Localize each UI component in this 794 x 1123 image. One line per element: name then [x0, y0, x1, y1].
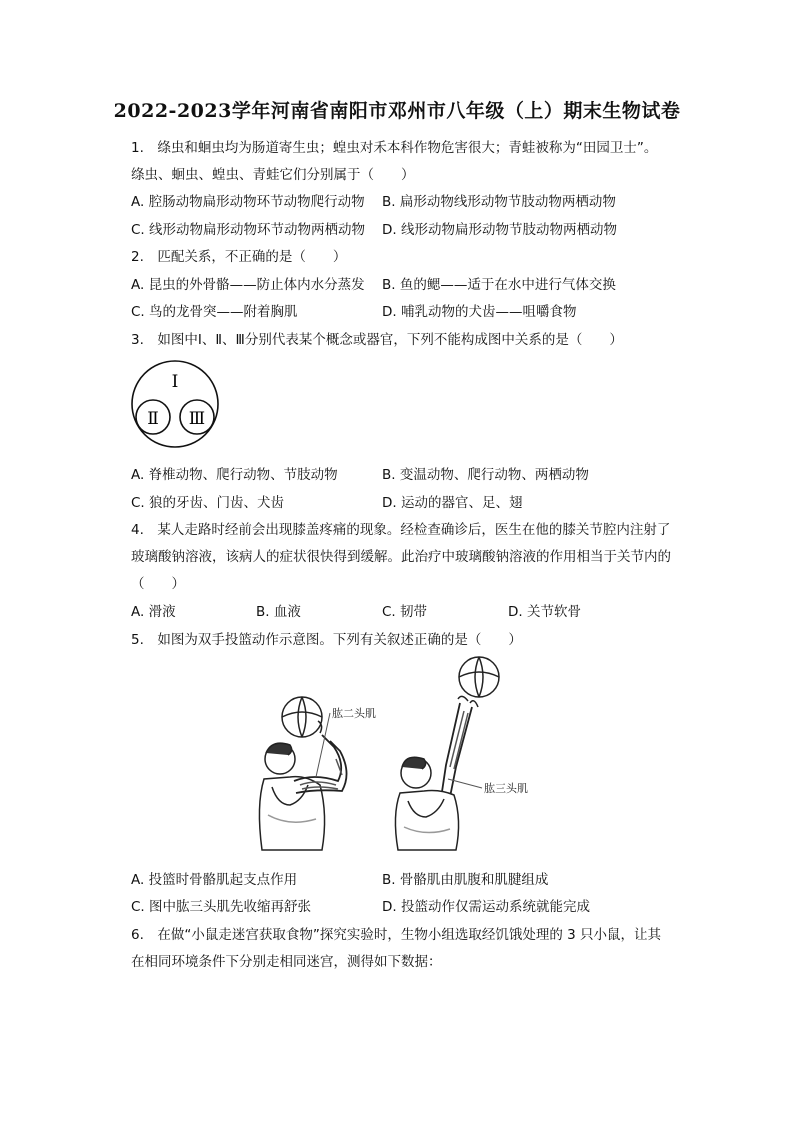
q3-option-d: D. 运动的器官、足、翅 — [382, 495, 523, 511]
q3-option-c: C. 狼的牙齿、门齿、犬齿 — [131, 495, 285, 511]
q3-option-a: A. 脊椎动物、爬行动物、节肢动物 — [131, 467, 338, 483]
right-player-illustration — [395, 657, 499, 850]
q4-option-b: B. 血液 — [256, 604, 301, 620]
q1-option-d: D. 线形动物扁形动物节肢动物两栖动物 — [382, 222, 617, 238]
q3-option-b: B. 变温动物、爬行动物、两栖动物 — [382, 467, 589, 483]
page-title: 2022-2023学年河南省南阳市邓州市八年级（上）期末生物试卷 — [113, 100, 681, 122]
q5-option-b: B. 骨骼肌由肌腹和肌腱组成 — [382, 872, 549, 888]
q2-option-b: B. 鱼的鳃——适于在水中进行气体交换 — [382, 277, 616, 293]
q4-stem-line1: 4. 某人走路时经前会出现膝盖疼痛的现象。经检查确诊后，医生在他的膝关节腔内注射了 — [131, 522, 671, 538]
q4-option-a: A. 滑液 — [131, 604, 176, 620]
q4-stem-line2: 玻璃酸钠溶液，该病人的症状很快得到缓解。此治疗中玻璃酸钠溶液的作用相当于关节内的 — [131, 549, 671, 565]
q5-option-d: D. 投篮动作仅需运动系统就能完成 — [382, 899, 590, 915]
q5-option-a: A. 投篮时骨骼肌起支点作用 — [131, 872, 298, 888]
venn-label-2: Ⅱ — [147, 409, 159, 429]
q6-stem-line1: 6. 在做“小鼠走迷宫获取食物”探究实验时，生物小组选取经饥饿处理的 3 只小鼠，让其 — [131, 927, 662, 943]
q6-stem-line2: 在相同环境条件下分别走相同迷宫，测得如下数据： — [131, 954, 442, 970]
q4-option-c: C. 韧带 — [382, 604, 428, 620]
q2-option-a: A. 昆虫的外骨骼——防止体内水分蒸发 — [131, 277, 365, 293]
venn-label-1: Ⅰ — [171, 372, 179, 392]
q1-option-b: B. 扁形动物线形动物节肢动物两栖动物 — [382, 194, 616, 210]
q1-stem-line2: 绦虫、蛔虫、蝗虫、青蛙它们分别属于（ ） — [131, 167, 415, 183]
q2-stem: 2. 匹配关系，不正确的是（ ） — [131, 249, 347, 265]
q1-option-a: A. 腔肠动物扁形动物环节动物爬行动物 — [131, 194, 365, 210]
q5-stem: 5. 如图为双手投篮动作示意图。下列有关叙述正确的是（ ） — [131, 632, 522, 648]
basketball-shot-figure — [250, 655, 560, 870]
q1-option-c: C. 线形动物扁形动物环节动物两栖动物 — [131, 222, 366, 238]
triceps-label: 肱三头肌 — [484, 782, 528, 795]
venn-label-3: Ⅲ — [188, 409, 206, 429]
q4-stem-line3: （ ） — [131, 576, 185, 592]
q4-option-d: D. 关节软骨 — [508, 604, 581, 620]
q3-stem: 3. 如图中Ⅰ、Ⅱ、Ⅲ分别代表某个概念或器官，下列不能构成图中关系的是（ ） — [131, 332, 623, 348]
q2-option-d: D. 哺乳动物的犬齿——咀嚼食物 — [382, 304, 577, 320]
q2-option-c: C. 鸟的龙骨突——附着胸肌 — [131, 304, 298, 320]
venn-diagram — [130, 359, 220, 449]
q5-option-c: C. 图中肱三头肌先收缩再舒张 — [131, 899, 312, 915]
biceps-label: 肱二头肌 — [332, 707, 376, 720]
q1-stem-line1: 1. 绦虫和蛔虫均为肠道寄生虫；蝗虫对禾本科作物危害很大；青蛙被称为“田园卫士”。 — [131, 140, 658, 156]
